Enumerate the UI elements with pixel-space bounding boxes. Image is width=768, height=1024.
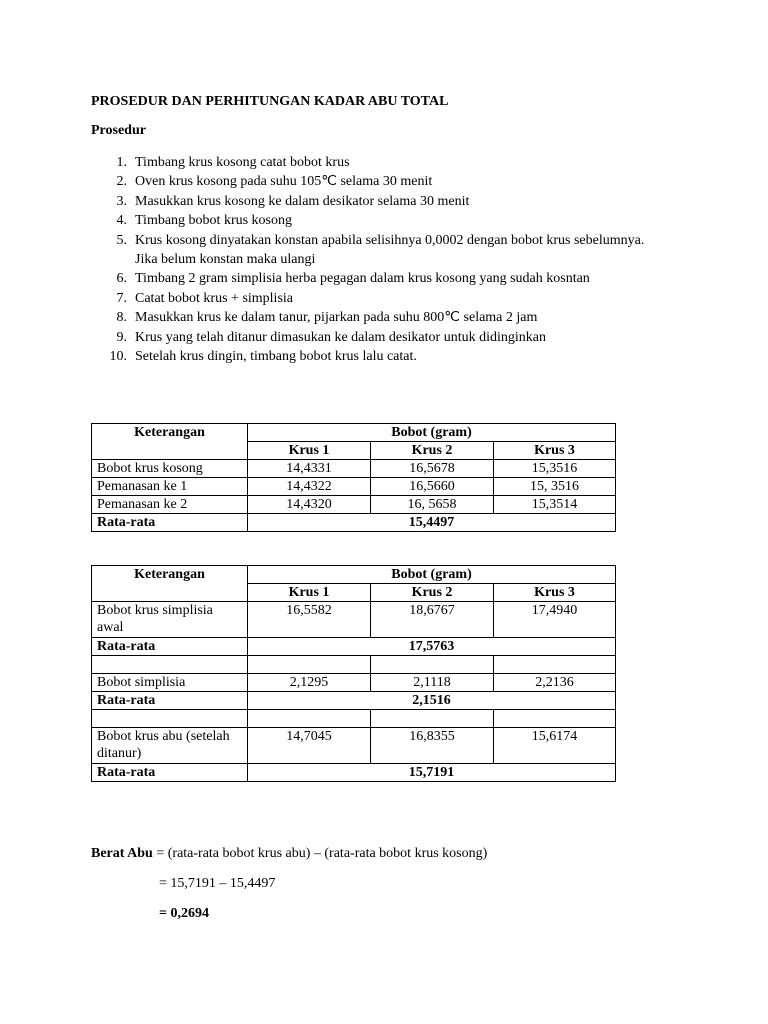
list-text: Timbang bobot krus kosong [135,213,293,229]
ash-weight-formula [91,846,487,862]
table-row [92,728,616,764]
list-text: Setelah krus dingin, timbang bobot krus lalu catat. [135,349,417,365]
table-row [92,602,616,638]
list-number: 7. [116,290,127,306]
table-row [92,478,616,496]
average-value: 15,4497 [248,514,616,532]
cell-value: 14,7045 [248,728,371,764]
list-text: Masukkan krus ke dalam tanur, pijarkan pada suhu 800℃ selama 2 jam [135,310,538,326]
cell-value: 14,4322 [248,478,371,496]
header-krus-2: Krus 2 [371,442,494,460]
cell-value: 15,6174 [494,728,616,764]
section-heading: Prosedur [91,123,146,138]
table-header-row [92,566,616,584]
header-krus-3: Krus 3 [494,442,616,460]
cell-value: 14,4320 [248,496,371,514]
empty-crucible-weight-table [91,423,616,532]
list-number: 6. [116,271,127,287]
list-item [91,308,651,327]
list-text: Masukkan krus kosong ke dalam desikator selama 30 menit [135,193,470,209]
cell-value: 17,4940 [494,602,616,638]
average-row [92,692,616,710]
list-number: 9. [116,329,127,345]
list-number: 5. [116,232,127,248]
average-row [92,764,616,782]
average-value: 15,7191 [248,764,616,782]
spacer-row [92,656,616,674]
cell-value: 2,1118 [371,674,494,692]
calc-result: = 0,2694 [159,906,209,921]
cell-value: 16,8355 [371,728,494,764]
header-keterangan: Keterangan [92,424,248,460]
calc-substitution: = 15,7191 – 15,4497 [159,876,276,891]
cell-value: 18,6767 [371,602,494,638]
cell-value: 16,5582 [248,602,371,638]
list-item [91,328,651,347]
row-label: Bobot krus kosong [92,460,248,478]
list-text: Krus yang telah ditanur dimasukan ke dalam desikator untuk didinginkan [135,329,546,345]
table-header-row [92,424,616,442]
table-row [92,674,616,692]
row-label: Bobot simplisia [92,674,248,692]
list-number: 10. [109,349,127,365]
table-row [92,496,616,514]
list-number: 1. [116,155,127,170]
list-text: Catat bobot krus + simplisia [135,290,293,306]
sample-ash-weight-table [91,565,616,782]
average-label: Rata-rata [92,764,248,782]
average-row [92,514,616,532]
list-number: 4. [116,213,127,229]
header-krus-3: Krus 3 [494,584,616,602]
cell-value: 2,2136 [494,674,616,692]
average-row [92,638,616,656]
header-krus-2: Krus 2 [371,584,494,602]
list-item [91,289,651,308]
document-title: PROSEDUR DAN PERHITUNGAN KADAR ABU TOTAL [91,94,449,109]
list-text: Timbang 2 gram simplisia herba pegagan dalam krus kosong yang sudah kosntan [135,271,590,287]
row-label: Bobot krus abu (setelah ditanur) [92,728,248,764]
list-item [91,347,651,366]
list-text: Oven krus kosong pada suhu 105℃ selama 30 menit [135,174,433,190]
calc-formula: = (rata-rata bobot krus abu) – (rata-rata bobot krus kosong) [152,846,488,861]
cell-value: 16,5660 [371,478,494,496]
cell-value: 14,4331 [248,460,371,478]
header-bobot: Bobot (gram) [248,566,616,584]
average-label: Rata-rata [92,692,248,710]
list-item [91,172,651,191]
header-krus-1: Krus 1 [248,584,371,602]
list-item [91,231,651,270]
cell-value: 16,5678 [371,460,494,478]
list-text-extra: Jika belum konstan maka ulangi [135,252,316,268]
header-krus-1: Krus 1 [248,442,371,460]
cell-value: 2,1295 [248,674,371,692]
header-bobot: Bobot (gram) [248,424,616,442]
cell-value: 15,3514 [494,496,616,514]
list-item [91,211,651,230]
row-label: Bobot krus simplisia awal [92,602,248,638]
average-value: 2,1516 [248,692,616,710]
row-label: Pemanasan ke 2 [92,496,248,514]
list-number: 8. [116,310,127,326]
cell-value: 16, 5658 [371,496,494,514]
average-label: Rata-rata [92,638,248,656]
table-row [92,460,616,478]
list-item [91,153,651,172]
list-text: Timbang krus kosong catat bobot krus [135,155,350,170]
procedure-list [91,153,651,366]
list-item [91,192,651,211]
average-value: 17,5763 [248,638,616,656]
calc-label: Berat Abu [91,846,153,861]
cell-value: 15, 3516 [494,478,616,496]
list-text: Krus kosong dinyatakan konstan apabila selisihnya 0,0002 dengan bobot krus sebelumnya. [135,232,645,248]
list-number: 3. [116,193,127,209]
list-item [91,269,651,288]
row-label: Pemanasan ke 1 [92,478,248,496]
list-number: 2. [116,174,127,190]
spacer-row [92,710,616,728]
header-keterangan: Keterangan [92,566,248,602]
average-label: Rata-rata [92,514,248,532]
cell-value: 15,3516 [494,460,616,478]
